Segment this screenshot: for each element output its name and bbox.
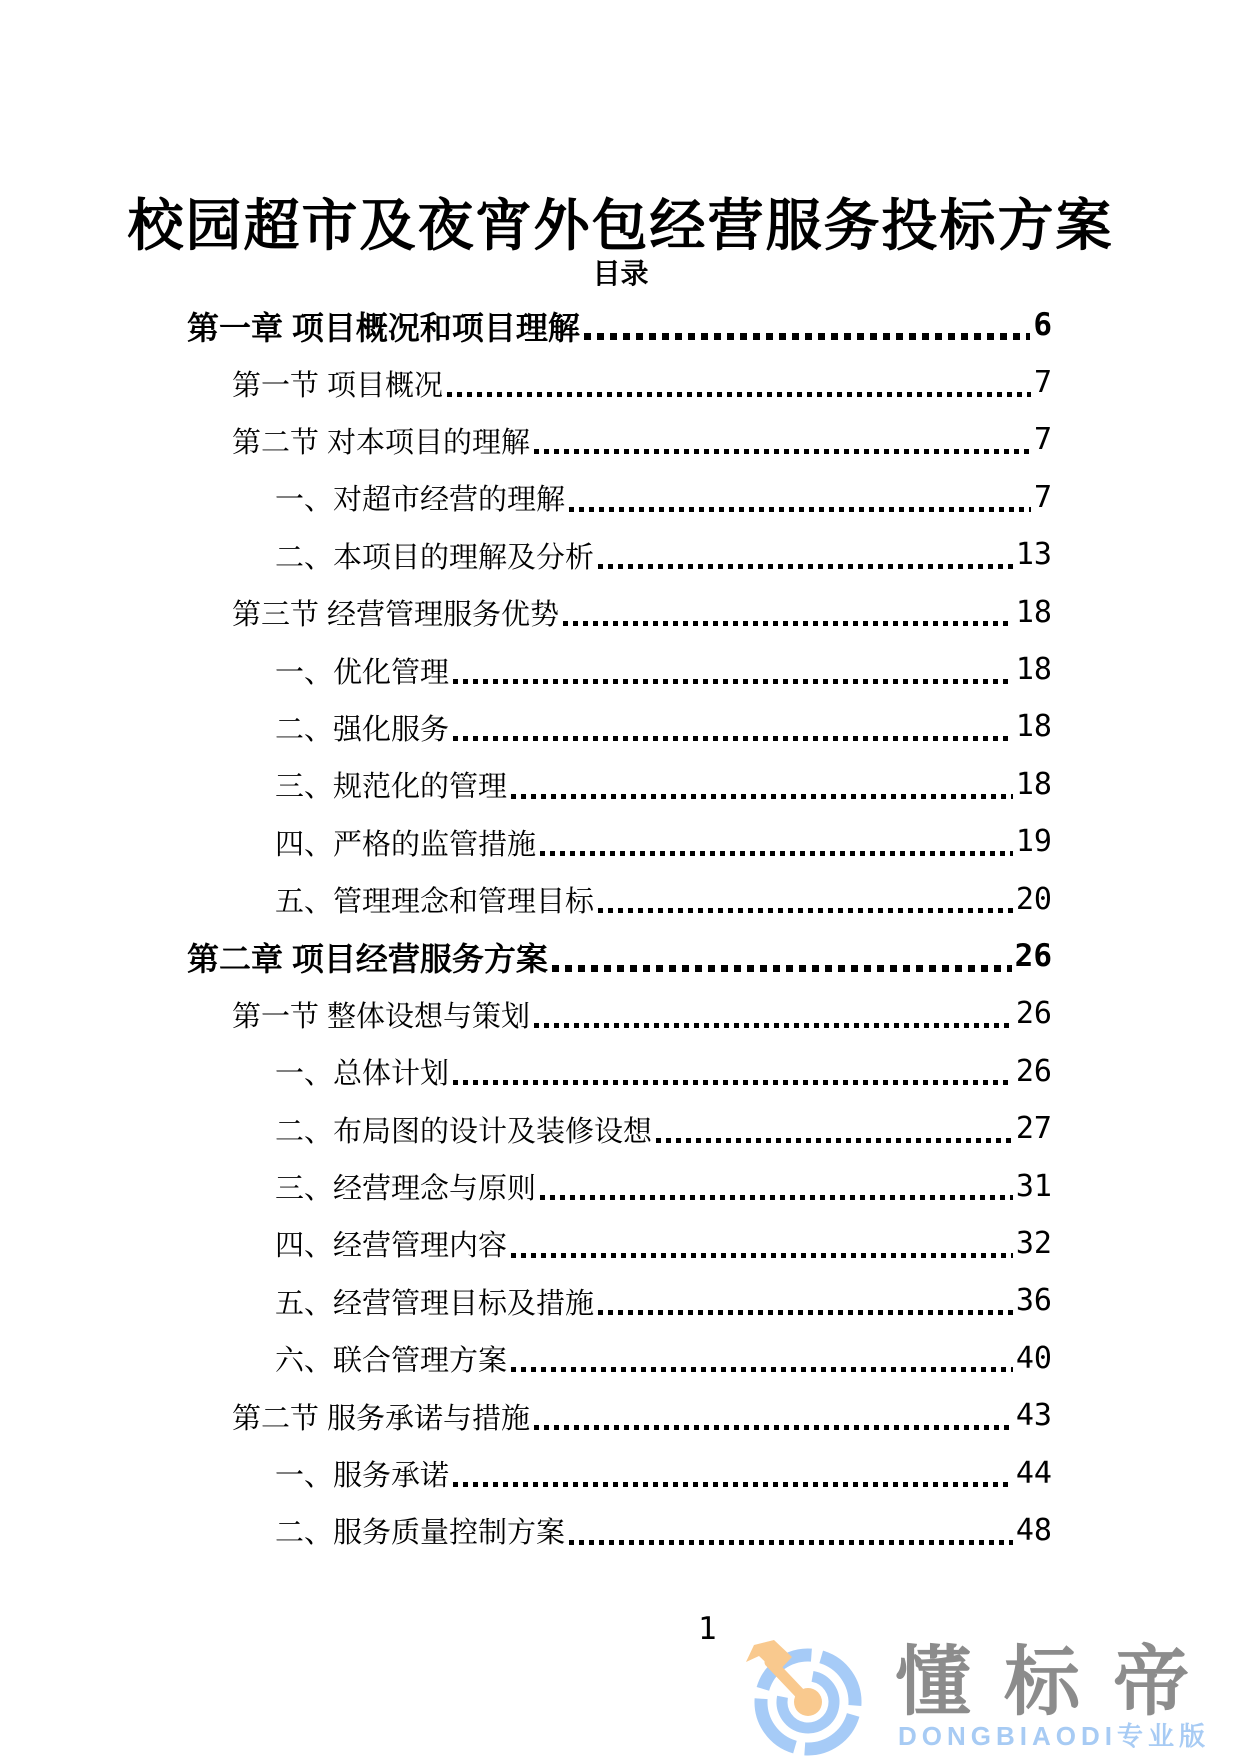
toc-entry-page: 27	[1015, 1111, 1052, 1147]
dotted-leader	[563, 621, 1013, 626]
toc-entry[interactable]	[187, 412, 1052, 469]
dotted-leader	[534, 1023, 1013, 1028]
toc-entry-page: 26	[1015, 1053, 1052, 1089]
toc-entry[interactable]	[187, 1158, 1052, 1215]
toc-entry-page: 40	[1015, 1340, 1052, 1376]
dotted-leader	[584, 333, 1030, 340]
toc-entry[interactable]	[187, 928, 1052, 985]
brand-name-cn: 懂标帝	[895, 1640, 1222, 1725]
toc-entry-page: 36	[1015, 1283, 1052, 1319]
page-number: 1	[698, 1611, 717, 1647]
dotted-leader	[656, 1138, 1013, 1143]
dotted-leader	[511, 794, 1013, 799]
brand-tagline: DONGBIAODI专业版	[898, 1721, 1211, 1751]
dotted-leader	[540, 851, 1013, 856]
dotted-leader	[453, 1482, 1013, 1487]
toc-entry-label: 二、布局图的设计及装修设想	[275, 1115, 653, 1148]
dotted-leader	[511, 1253, 1013, 1258]
toc-entry[interactable]	[187, 756, 1052, 813]
dotted-leader	[598, 564, 1013, 569]
toc-entry-page: 20	[1015, 881, 1052, 917]
toc-entry-label: 第二节 对本项目的理解	[232, 426, 531, 459]
toc-entry-page: 18	[1015, 594, 1052, 630]
toc-heading: 目录	[592, 258, 649, 289]
toc-entry[interactable]	[187, 1100, 1052, 1157]
toc-entry-page: 26	[1015, 996, 1052, 1032]
toc-entry-page: 43	[1015, 1398, 1052, 1434]
toc-entry[interactable]	[187, 527, 1052, 584]
toc-entry[interactable]	[187, 1445, 1052, 1502]
toc-entry[interactable]	[187, 814, 1052, 871]
dotted-leader	[453, 1080, 1013, 1085]
toc-entry-page: 6	[1033, 307, 1052, 344]
toc-entry-label: 一、服务承诺	[275, 1460, 450, 1492]
toc-entry[interactable]	[187, 986, 1052, 1043]
toc-entry[interactable]	[187, 354, 1052, 411]
toc-entry[interactable]	[187, 1387, 1052, 1444]
toc-entry-label: 三、规范化的管理	[275, 771, 508, 804]
toc-entry[interactable]	[187, 297, 1052, 354]
toc-entry[interactable]	[187, 699, 1052, 756]
toc-entry-label: 四、经营管理内容	[275, 1230, 508, 1263]
toc-entry-label: 二、强化服务	[275, 713, 450, 746]
toc-entry-page: 32	[1015, 1225, 1052, 1261]
toc-entry-page: 7	[1033, 422, 1052, 458]
dotted-leader	[453, 679, 1013, 684]
toc-entry-label: 第二章 项目经营服务方案	[187, 940, 548, 977]
toc-entry-label: 第三节 经营管理服务优势	[232, 599, 560, 632]
dotted-leader	[598, 908, 1013, 913]
toc-entry[interactable]	[187, 1273, 1052, 1330]
toc-entry-page: 7	[1033, 365, 1052, 401]
toc-entry-page: 44	[1015, 1455, 1052, 1491]
dotted-leader	[534, 1425, 1013, 1430]
toc-entry-label: 五、管理理念和管理目标	[275, 886, 595, 919]
toc-entry[interactable]	[187, 1502, 1052, 1559]
dotted-leader	[447, 392, 1031, 397]
toc-entry-page: 18	[1015, 652, 1052, 688]
toc-entry-page: 26	[1014, 938, 1052, 975]
toc-entry-label: 二、本项目的理解及分析	[275, 541, 595, 574]
toc-entry[interactable]	[187, 1043, 1052, 1100]
toc-entry-label: 一、对超市经营的理解	[275, 484, 566, 517]
toc-entry-label: 二、服务质量控制方案	[275, 1517, 566, 1550]
toc-entry[interactable]	[187, 871, 1052, 928]
toc-entry-page: 48	[1015, 1512, 1052, 1548]
toc-entry[interactable]	[187, 641, 1052, 698]
dotted-leader	[511, 1367, 1013, 1372]
toc-list	[187, 297, 1052, 1560]
target-dart-icon	[744, 1640, 866, 1762]
dotted-leader	[453, 736, 1013, 741]
toc-entry-label: 第一章 项目概况和项目理解	[187, 309, 580, 346]
brand-watermark	[740, 1635, 1241, 1754]
toc-entry-label: 六、联合管理方案	[275, 1345, 508, 1378]
dotted-leader	[540, 1195, 1013, 1200]
toc-entry-page: 7	[1033, 479, 1052, 515]
page-title: 校园超市及夜宵外包经营服务投标方案	[127, 193, 1114, 257]
dotted-leader	[598, 1310, 1013, 1315]
toc-entry[interactable]	[187, 1215, 1052, 1272]
toc-entry[interactable]	[187, 1330, 1052, 1387]
toc-entry[interactable]	[187, 584, 1052, 641]
toc-entry-label: 三、经营理念与原则	[275, 1173, 537, 1206]
toc-entry-label: 五、经营管理目标及措施	[275, 1287, 595, 1320]
toc-entry-page: 31	[1015, 1168, 1052, 1204]
toc-entry-page: 19	[1015, 824, 1052, 860]
dotted-leader	[534, 449, 1031, 454]
toc-entry-label: 第一节 项目概况	[232, 369, 444, 402]
toc-entry-page: 18	[1015, 709, 1052, 745]
toc-entry-label: 一、总体计划	[275, 1058, 450, 1091]
toc-entry-label: 一、优化管理	[275, 656, 450, 689]
toc-entry[interactable]	[187, 469, 1052, 526]
toc-entry-page: 18	[1015, 766, 1052, 802]
toc-entry-label: 第二节 服务承诺与措施	[232, 1402, 531, 1435]
toc-entry-page: 13	[1015, 537, 1052, 573]
dotted-leader	[569, 507, 1031, 512]
toc-entry-label: 四、严格的监管措施	[275, 828, 537, 861]
dotted-leader	[552, 965, 1012, 972]
toc-entry-label: 第一节 整体设想与策划	[232, 1000, 531, 1033]
dotted-leader	[569, 1540, 1013, 1545]
